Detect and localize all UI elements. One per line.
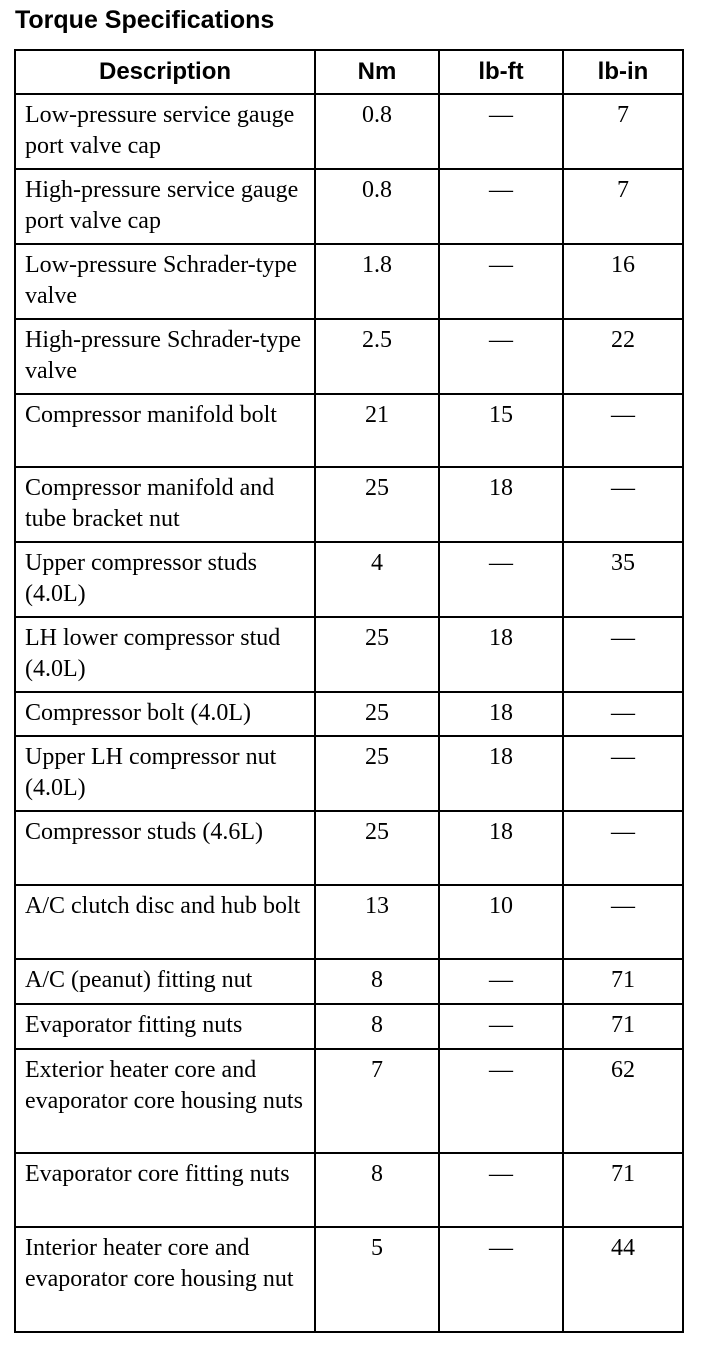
cell-description: A/C (peanut) fitting nut (15, 959, 315, 1004)
cell-lbin: 44 (563, 1227, 683, 1332)
cell-lbin: — (563, 885, 683, 959)
cell-lbin: 71 (563, 959, 683, 1004)
cell-nm: 5 (315, 1227, 439, 1332)
table-body (15, 94, 683, 1332)
table-row (15, 617, 683, 692)
cell-description: Upper compressor studs (4.0L) (15, 542, 315, 617)
table-row (15, 467, 683, 542)
table-row (15, 169, 683, 244)
cell-lbin: — (563, 692, 683, 736)
cell-lbft: 15 (439, 394, 563, 467)
header-lbft: lb-ft (439, 50, 563, 94)
cell-nm: 8 (315, 959, 439, 1004)
cell-lbft: — (439, 542, 563, 617)
cell-lbin: — (563, 617, 683, 692)
cell-lbft: 18 (439, 736, 563, 811)
header-description: Description (15, 50, 315, 94)
table-row (15, 885, 683, 959)
cell-lbin: 22 (563, 319, 683, 394)
table-row (15, 1153, 683, 1227)
header-nm: Nm (315, 50, 439, 94)
cell-nm: 8 (315, 1153, 439, 1227)
table-row (15, 319, 683, 394)
table-row (15, 1004, 683, 1049)
table-row (15, 94, 683, 169)
cell-description: Compressor studs (4.6L) (15, 811, 315, 885)
cell-nm: 25 (315, 736, 439, 811)
cell-nm: 2.5 (315, 319, 439, 394)
cell-description: Evaporator core fitting nuts (15, 1153, 315, 1227)
cell-description: High-pressure Schrader-type valve (15, 319, 315, 394)
table-row (15, 542, 683, 617)
cell-description: Low-pressure Schrader-type valve (15, 244, 315, 319)
cell-lbin: 71 (563, 1153, 683, 1227)
cell-description: Upper LH compressor nut (4.0L) (15, 736, 315, 811)
cell-description: Compressor manifold bolt (15, 394, 315, 467)
cell-description: Interior heater core and evaporator core housing nut (15, 1227, 315, 1332)
cell-lbin: — (563, 811, 683, 885)
cell-description: High-pressure service gauge port valve cap (15, 169, 315, 244)
cell-description: Low-pressure service gauge port valve cap (15, 94, 315, 169)
cell-lbin: 62 (563, 1049, 683, 1153)
cell-lbft: — (439, 1227, 563, 1332)
cell-lbin: 35 (563, 542, 683, 617)
cell-description: A/C clutch disc and hub bolt (15, 885, 315, 959)
cell-lbin: 71 (563, 1004, 683, 1049)
cell-lbft: 18 (439, 692, 563, 736)
cell-nm: 0.8 (315, 94, 439, 169)
cell-lbft: — (439, 244, 563, 319)
table-row (15, 1049, 683, 1153)
torque-spec-table (14, 49, 684, 1333)
cell-lbin: — (563, 467, 683, 542)
table-row (15, 736, 683, 811)
cell-nm: 13 (315, 885, 439, 959)
cell-lbft: — (439, 94, 563, 169)
cell-lbin: 16 (563, 244, 683, 319)
cell-lbin: — (563, 394, 683, 467)
cell-lbft: — (439, 1049, 563, 1153)
table-row (15, 394, 683, 467)
cell-nm: 0.8 (315, 169, 439, 244)
cell-nm: 7 (315, 1049, 439, 1153)
cell-description: Compressor bolt (4.0L) (15, 692, 315, 736)
cell-nm: 8 (315, 1004, 439, 1049)
table-row (15, 692, 683, 736)
cell-lbft: 18 (439, 467, 563, 542)
cell-lbin: 7 (563, 169, 683, 244)
header-lbin: lb-in (563, 50, 683, 94)
cell-nm: 25 (315, 467, 439, 542)
cell-lbft: — (439, 319, 563, 394)
cell-lbin: — (563, 736, 683, 811)
cell-lbft: — (439, 1153, 563, 1227)
cell-description: Exterior heater core and evaporator core housing nuts (15, 1049, 315, 1153)
cell-nm: 4 (315, 542, 439, 617)
table-row (15, 811, 683, 885)
page-title: Torque Specifications (15, 6, 275, 34)
cell-lbft: 10 (439, 885, 563, 959)
cell-lbin: 7 (563, 94, 683, 169)
header-row (15, 50, 683, 94)
cell-lbft: 18 (439, 811, 563, 885)
cell-description: Evaporator fitting nuts (15, 1004, 315, 1049)
table-row (15, 959, 683, 1004)
table-row (15, 244, 683, 319)
cell-nm: 25 (315, 617, 439, 692)
cell-description: LH lower compressor stud (4.0L) (15, 617, 315, 692)
cell-lbft: — (439, 959, 563, 1004)
cell-nm: 1.8 (315, 244, 439, 319)
cell-nm: 21 (315, 394, 439, 467)
cell-nm: 25 (315, 692, 439, 736)
table-row (15, 1227, 683, 1332)
cell-lbft: — (439, 1004, 563, 1049)
cell-description: Compressor manifold and tube bracket nut (15, 467, 315, 542)
cell-nm: 25 (315, 811, 439, 885)
cell-lbft: — (439, 169, 563, 244)
cell-lbft: 18 (439, 617, 563, 692)
